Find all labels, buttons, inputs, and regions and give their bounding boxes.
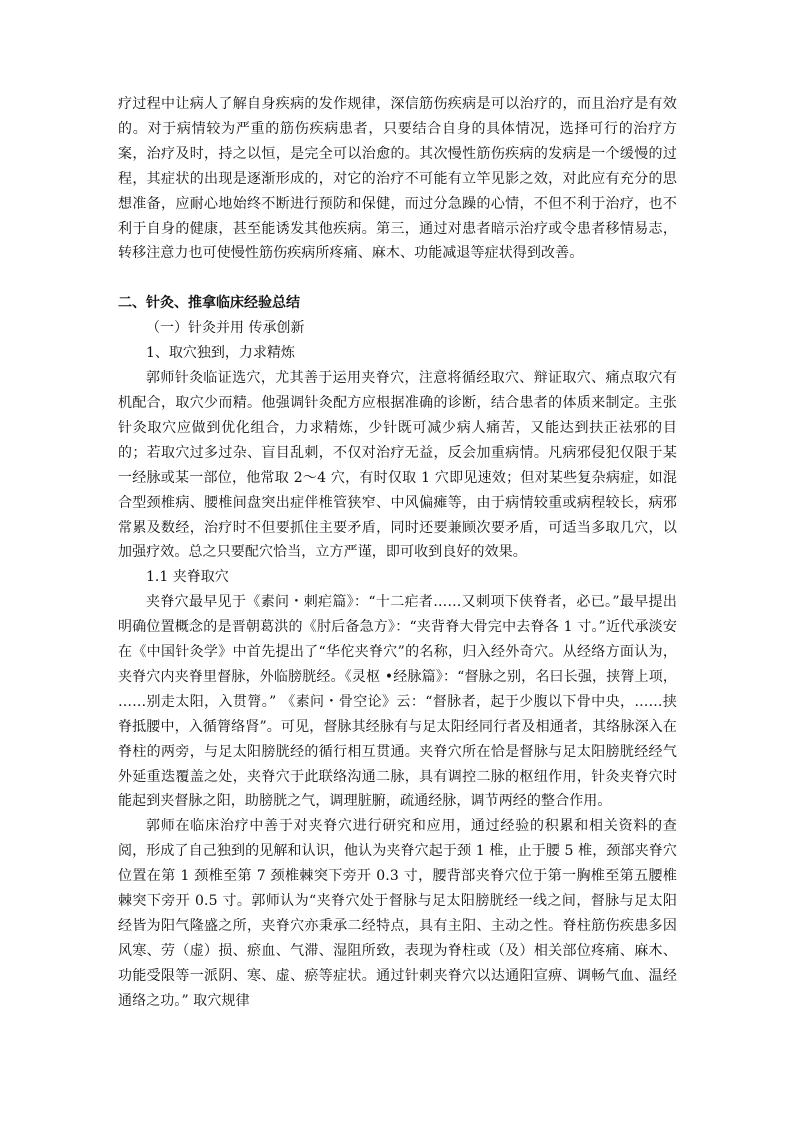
paragraph-jiaji-application: 郭师在临床治疗中善于对夹脊穴进行研究和应用，通过经验的积累和相关资料的查阅，形成了自己独到的见解和认识，他认为夹脊穴起于颈 1 椎，止于腰 5 椎，颈部夹脊穴位置在第 1 颈椎至第 7 颈椎棘突下旁开 0.3 寸，腰背部夹脊穴位于第一胸椎至第五腰椎棘突下旁开 0.5 寸。郭师认为“夹脊穴处于督脉与足太阳膀胱经一线之间，督脉与足太阳经皆为阳气隆盛之所，夹脊穴亦秉承二经特点，具有主阳、主动之性。脊柱筋伤疾患多因风寒、劳（虚）损、瘀血、气滞、湿阻所致，表现为脊柱或（及）相关部位疼痛、麻木、功能受限等一派阴、寒、虚、瘀等症状。通过针刺夹脊穴以达通阳宣痹、调畅气血、温经通络之功。” 取穴规律 [118, 818, 677, 1009]
paragraph-jiaji-origin: 夹脊穴最早见于《素问・刺疟篇》：“十二疟者……又刺项下侠脊者，必已。”最早提出明确位置概念的是晋朝葛洪的《肘后备急方》：“夹背脊大骨完中去脊各 1 寸。”近代承淡安在《中国针灸学》中首先提出了“华佗夹脊穴”的名称，归入经外奇穴。从经络方面认为，夹脊穴内夹脊里督脉，外临膀胱经。《灵枢 •经脉篇》：“督脉之别，名曰长强，挟膂上项， ……别走太阳，入贯膂。” 《素问・骨空论》云：“督脉者，起于少腹以下骨中央，……挟脊抵腰中，入循膂络肾”。可见，督脉其经脉有与足太阳经同行者及相通者，其络脉深入在脊柱的两旁，与足太阳膀胱经的循行相互贯通。夹脊穴所在恰是督脉与足太阳膀胱经经气外延重迭覆盖之处，夹脊穴于此联络沟通二脉，具有调控二脉的枢纽作用，针灸夹脊穴时能起到夹督脉之阳，助膀胱之气，调理脏腑，疏通经脉，调节两经的整合作用。 [118, 594, 677, 810]
sub-subsection-heading: 1、取穴独到，力求精炼 [146, 345, 295, 362]
paragraph-acupoint-selection: 郭师针灸临证选穴，尤其善于运用夹脊穴，注意将循经取穴、辩证取穴、痛点取穴有机配合，取穴少而精。他强调针灸配方应根据准确的诊断，结合患者的体质来制定。主张针灸取穴应做到优化组合，力求精炼，少针既可减少病人痛苦，又能达到扶正祛邪的目的；若取穴过多过杂、盲目乱刺，不仅对治疗无益，反会加重病情。凡病邪侵犯仅限于某一经脉或某一部位，他常取 2～4 穴，有时仅取 1 穴即见速效；但对某些复杂病症，如混合型颈椎病、腰椎间盘突出症伴椎管狭窄、中风偏瘫等，由于病情较重或病程较长，病邪常累及数经，治疗时不但要抓住主要矛盾，同时还要兼顾次要矛盾，可适当多取几穴，以加强疗效。总之只要配穴恰当，立方严谨，即可收到良好的效果。 [118, 370, 677, 561]
paragraph-intro-continuation: 疗过程中让病人了解自身疾病的发作规律，深信筋伤疾病是可以治疗的，而且治疗是有效的。对于病情较为严重的筋伤疾病患者，只要结合自身的具体情况，选择可行的治疗方案，治疗及时，持之以恒，是完全可以治愈的。其次慢性筋伤疾病的发病是一个缓慢的过程，其症状的出现是逐渐形成的，对它的治疗不可能有立竿见影之效，对此应有充分的思想准备，应耐心地始终不断进行预防和保健，而过分急躁的心情，不但不利于治疗，也不利于自身的健康，甚至能诱发其他疾病。第三，通过对患者暗示治疗或令患者移情易志，转移注意力也可使慢性筋伤疾病所疼痛、麻木、功能减退等症状得到改善。 [118, 96, 677, 262]
subsection-heading: （一）针灸并用 传承创新 [146, 320, 305, 337]
document-page [118, 92, 677, 1014]
section-heading: 二、针灸、推拿临床经验总结 [118, 295, 300, 312]
item-heading-jiaji: 1.1 夹脊取穴 [146, 569, 229, 586]
section-gap [118, 266, 677, 291]
